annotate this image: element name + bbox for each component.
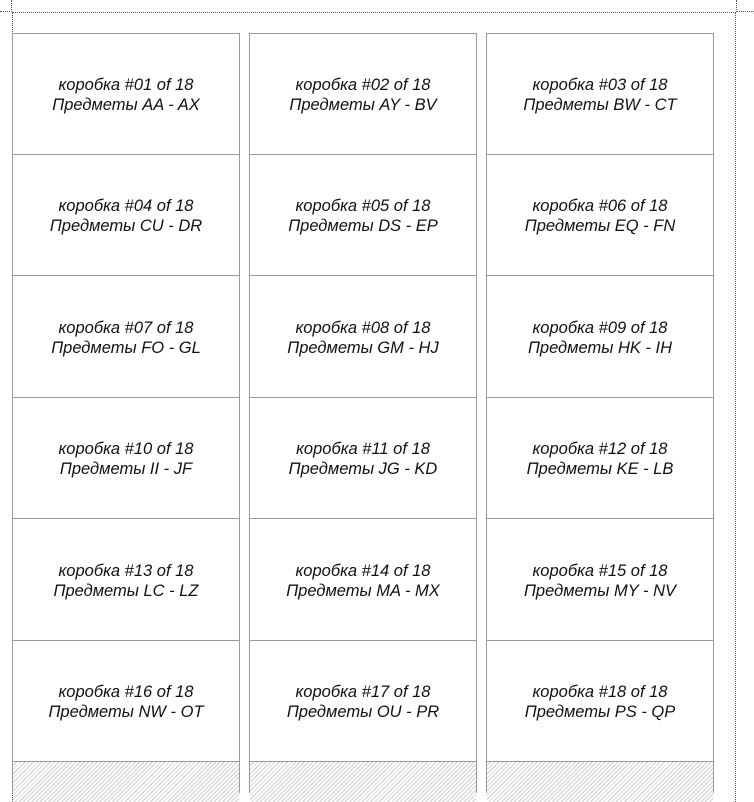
item-range-text: Предметы LC - LZ xyxy=(53,582,199,600)
item-range-text: Предметы GM - HJ xyxy=(287,339,439,357)
unused-label-area xyxy=(487,762,713,802)
label-cell xyxy=(487,520,713,641)
label-cell xyxy=(13,277,239,398)
item-range-text: Предметы FO - GL xyxy=(51,339,201,357)
item-range-text: Предметы JG - KD xyxy=(288,460,438,478)
box-number-text: коробка #04 of 18 xyxy=(58,197,194,215)
label-cell xyxy=(13,520,239,641)
label-cell xyxy=(487,277,713,398)
item-range-text: Предметы KE - LB xyxy=(526,460,674,478)
unused-label-area xyxy=(13,762,239,802)
label-cell xyxy=(487,34,713,155)
item-range-text: Предметы AY - BV xyxy=(289,96,437,114)
box-number-text: коробка #18 of 18 xyxy=(532,683,668,701)
item-range-text: Предметы PS - QP xyxy=(524,703,676,721)
label-cell xyxy=(250,641,476,762)
label-column-1 xyxy=(12,33,240,793)
item-range-text: Предметы II - JF xyxy=(59,460,193,478)
item-range-text: Предметы OU - PR xyxy=(286,703,440,721)
box-number-text: коробка #08 of 18 xyxy=(295,319,431,337)
box-number-text: коробка #03 of 18 xyxy=(532,76,668,94)
label-cell xyxy=(250,398,476,519)
label-cell xyxy=(487,155,713,276)
page-corner-marker-right xyxy=(736,0,754,12)
label-cell xyxy=(250,277,476,398)
label-cell xyxy=(250,155,476,276)
box-number-text: коробка #14 of 18 xyxy=(295,562,431,580)
box-number-text: коробка #12 of 18 xyxy=(532,440,668,458)
item-range-text: Предметы MY - NV xyxy=(523,582,677,600)
item-range-text: Предметы CU - DR xyxy=(49,217,203,235)
label-cell xyxy=(13,641,239,762)
label-cell xyxy=(13,155,239,276)
box-number-text: коробка #05 of 18 xyxy=(295,197,431,215)
box-number-text: коробка #07 of 18 xyxy=(58,319,194,337)
box-number-text: коробка #11 of 18 xyxy=(296,440,430,458)
label-column-2 xyxy=(249,33,477,793)
box-number-text: коробка #13 of 18 xyxy=(58,562,194,580)
box-number-text: коробка #02 of 18 xyxy=(295,76,431,94)
label-cell xyxy=(250,34,476,155)
item-range-text: Предметы EQ - FN xyxy=(524,217,676,235)
box-number-text: коробка #01 of 18 xyxy=(58,76,194,94)
label-cell xyxy=(487,641,713,762)
box-number-text: коробка #16 of 18 xyxy=(58,683,194,701)
label-cell xyxy=(13,398,239,519)
item-range-text: Предметы BW - CT xyxy=(523,96,677,114)
page-corner-marker-left xyxy=(0,0,12,12)
item-range-text: Предметы HK - IH xyxy=(527,339,673,357)
box-number-text: коробка #06 of 18 xyxy=(532,197,668,215)
unused-label-area xyxy=(250,762,476,802)
label-cell xyxy=(13,34,239,155)
box-number-text: коробка #15 of 18 xyxy=(532,562,668,580)
box-number-text: коробка #09 of 18 xyxy=(532,319,668,337)
label-cell xyxy=(487,398,713,519)
item-range-text: Предметы DS - EP xyxy=(288,217,438,235)
item-range-text: Предметы NW - OT xyxy=(48,703,204,721)
box-number-text: коробка #17 of 18 xyxy=(295,683,431,701)
item-range-text: Предметы AA - AX xyxy=(52,96,200,114)
box-number-text: коробка #10 of 18 xyxy=(58,440,194,458)
item-range-text: Предметы MA - MX xyxy=(286,582,440,600)
label-cell xyxy=(250,520,476,641)
label-column-3 xyxy=(486,33,714,793)
